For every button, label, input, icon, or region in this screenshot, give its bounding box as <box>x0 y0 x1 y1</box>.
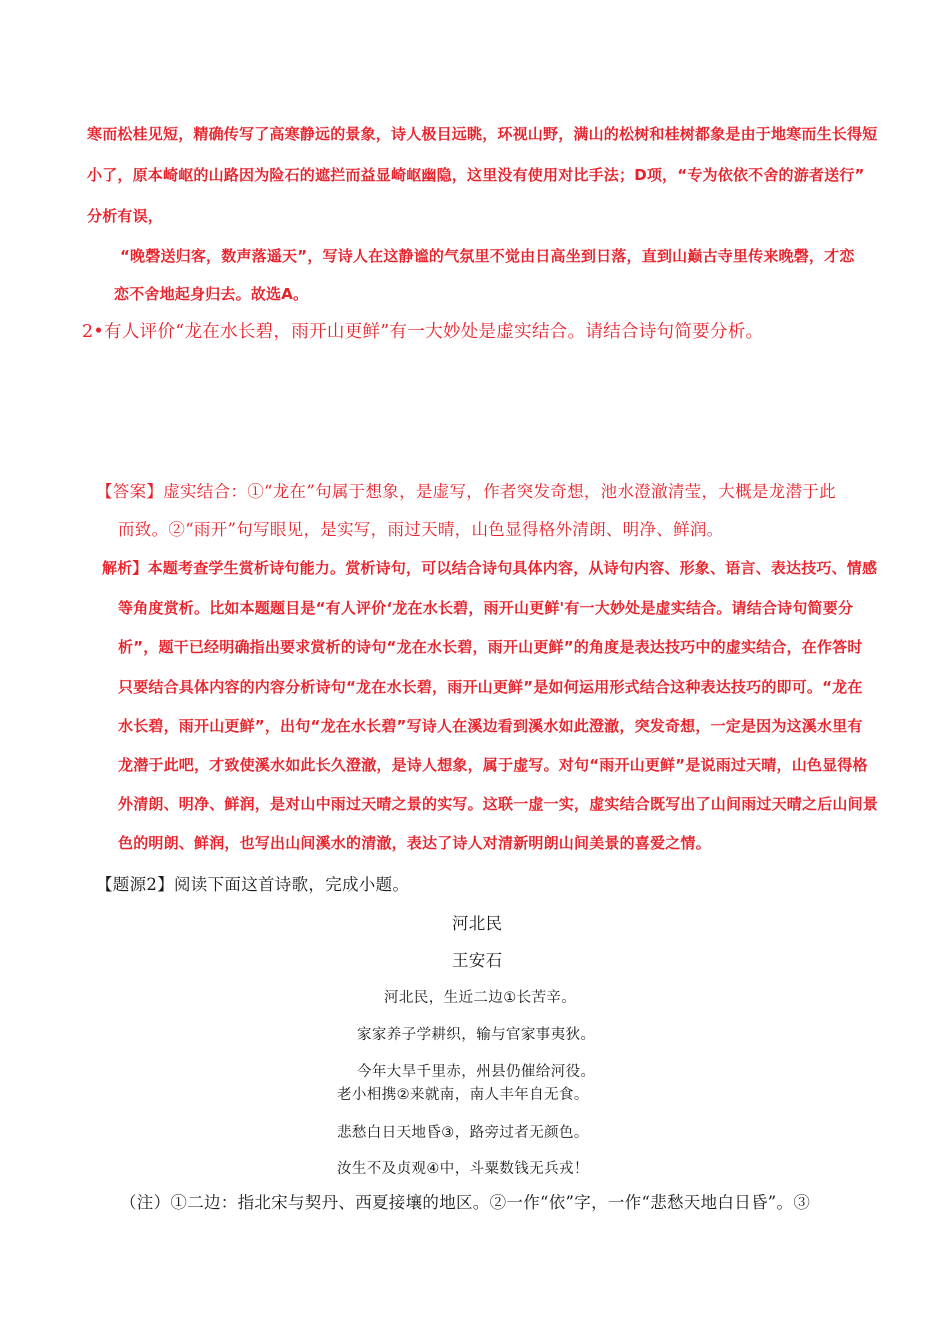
question-text: 2•有人评价“龙在水长碧，雨开山更鲜”有一大妙处是虚实结合。请结合诗句简要分析。 <box>82 322 764 342</box>
analysis-line: 析”，题干已经明确指出要求赏析的诗句“龙在水长碧，雨开山更鲜”的角度是表达技巧中的虚实结合，在作答时 <box>118 638 863 656</box>
poem-author: 王安石 <box>452 951 503 970</box>
poem-line: 汝生不及贞观④中，斗粟数钱无兵戎！ <box>337 1161 589 1177</box>
analysis-line: 色的明朗、鲜润，也写出山间溪水的清澈，表达了诗人对清新明朗山间美景的喜爱之情。 <box>118 834 711 852</box>
analysis-line: 水长碧，雨开山更鲜”，出句“龙在水长碧”写诗人在溪边看到溪水如此澄澈，突发奇想，一定是因为这溪水里有 <box>118 717 863 735</box>
poem-note: （注）①二边：指北宋与契丹、西夏接壤的地区。②一作“依”字，一作“悲愁天地白日昏”。③ <box>120 1193 811 1212</box>
analysis-line: 龙潜于此吧，才致使溪水如此长久澄澈，是诗人想象，属于虚写。对句“雨开山更鲜”是说雨过天晴，山色显得格 <box>118 756 868 774</box>
analysis-line: 外清朗、明净、鲜润，是对山中雨过天晴之景的实写。这联一虚一实，虚实结合既写出了山间雨过天晴之后山间景 <box>118 795 879 813</box>
analysis-line: 分析有误， <box>87 207 164 225</box>
poem-line: 老小相携②来就南，南人丰年自无食。 <box>337 1087 589 1103</box>
poem-line: 河北民，生近二边①长苦辛。 <box>384 990 577 1006</box>
analysis-line: 只要结合具体内容的内容分析诗句“龙在水长碧，雨开山更鲜”是如何运用形式结合这种表达技巧的即可。“龙在 <box>118 678 863 696</box>
poem-title: 河北民 <box>452 914 503 933</box>
analysis-line: 寒而松桂见短，精确传写了高寒静远的景象，诗人极目远眺，环视山野，满山的松树和桂树都象是由于地寒而生长得短 <box>87 125 878 143</box>
analysis-line: 解析】本题考查学生赏析诗句能力。赏析诗句，可以结合诗句具体内容，从诗句内容、形象、语言、表达技巧、情感 <box>102 559 878 577</box>
poem-line: 今年大旱千里赤，州县仍催给河役。 <box>357 1064 596 1080</box>
answer-line: 【答案】虚实结合：①“龙在”句属于想象，是虚写，作者突发奇想，池水澄澈清莹，大概是龙潜于此 <box>96 482 836 501</box>
analysis-line: 恋不舍地起身归去。故选A。 <box>114 285 309 303</box>
analysis-line: 等角度赏析。比如本题题目是“有人评价‘龙在水长碧，雨开山更鲜'有一大妙处是虚实结合。请结合诗句简要分 <box>118 599 854 617</box>
poem-line: 悲愁白日天地昏③，路旁过者无颜色。 <box>337 1125 589 1141</box>
answer-line: 而致。②“雨开”句写眼见，是实写，雨过天晴，山色显得格外清朗、明净、鲜润。 <box>118 520 724 539</box>
analysis-line: 小了，原本崎岖的山路因为险石的遮拦而益显崎岖幽隐，这里没有使用对比手法；D项，“专为依依不舍的游者送行” <box>87 166 865 184</box>
source-intro: 【题源2】阅读下面这首诗歌，完成小题。 <box>96 875 410 894</box>
poem-line: 家家养子学耕织，输与官家事夷狄。 <box>357 1027 596 1043</box>
analysis-line: “晚磬送归客，数声落遥天”，写诗人在这静谧的气氛里不觉由日高坐到日落，直到山巅古寺里传来晚磬，才恋 <box>120 247 855 265</box>
